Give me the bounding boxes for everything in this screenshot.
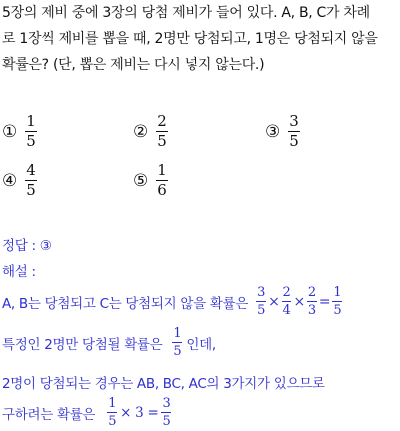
frac-denominator: 5	[108, 414, 117, 429]
solution-line-4-mid: × 3 =	[120, 404, 159, 421]
solution-line-1-frac-2	[282, 286, 292, 317]
frac-numerator: 1	[173, 326, 182, 341]
option-2-denominator: 5	[157, 132, 167, 150]
frac-numerator: 2	[307, 285, 316, 300]
frac-numerator: 3	[162, 396, 171, 411]
solution-line-4	[2, 397, 171, 428]
option-4-marker: ④	[2, 170, 18, 191]
option-3-fraction	[288, 114, 300, 149]
equals-operator: =	[318, 293, 331, 310]
solution-line-1-frac-1	[256, 286, 266, 317]
frac-denominator: 5	[257, 303, 266, 318]
times-operator: ×	[268, 293, 280, 310]
option-2-numerator: 2	[157, 112, 167, 130]
solution-line-2	[2, 327, 216, 358]
option-2-fraction	[156, 114, 168, 149]
option-1-fraction	[25, 114, 37, 149]
option-4-numerator: 4	[26, 161, 36, 179]
option-1-numerator: 1	[26, 112, 36, 130]
option-1-denominator: 5	[26, 132, 36, 150]
solution-line-4-pre: 구하려는 확률은	[2, 406, 96, 423]
solution-line-4-frac	[107, 397, 117, 428]
option-3-denominator: 5	[289, 132, 299, 150]
option-2	[133, 114, 168, 149]
answer-label: 정답 : ③	[2, 238, 52, 254]
solution-line-4-result	[161, 397, 171, 428]
option-5	[133, 163, 168, 198]
option-1-marker: ①	[2, 121, 18, 142]
frac-denominator: 4	[282, 303, 291, 318]
frac-denominator: 3	[307, 303, 316, 318]
option-2-marker: ②	[133, 121, 149, 142]
times-operator: ×	[293, 293, 305, 310]
option-3	[265, 114, 300, 149]
option-4	[2, 163, 37, 198]
solution-line-2-pre: 특정인 2명만 당첨될 확률은	[2, 336, 163, 353]
solution-line-1-frac-3	[307, 286, 317, 317]
question-line-3: 확률은? (단, 뽑은 제비는 다시 넣지 않는다.)	[2, 57, 265, 73]
option-3-numerator: 3	[289, 112, 299, 130]
frac-denominator: 5	[173, 344, 182, 359]
option-5-marker: ⑤	[133, 170, 149, 191]
option-5-numerator: 1	[157, 161, 167, 179]
frac-denominator: 5	[333, 303, 342, 318]
frac-numerator: 1	[108, 396, 117, 411]
question-line-1: 5장의 제비 중에 3장의 당첨 제비가 들어 있다. A, B, C가 차례	[2, 5, 370, 21]
option-5-fraction	[156, 163, 168, 198]
solution-line-3: 2명이 당첨되는 경우는 AB, BC, AC의 3가지가 있으므로	[2, 376, 325, 392]
frac-numerator: 1	[333, 285, 342, 300]
solution-line-1	[2, 286, 342, 317]
solution-line-2-frac	[172, 327, 182, 358]
frac-denominator: 5	[162, 414, 171, 429]
option-5-denominator: 6	[157, 181, 167, 199]
option-4-denominator: 5	[26, 181, 36, 199]
solution-heading: 해설 :	[2, 264, 36, 280]
option-3-marker: ③	[265, 121, 281, 142]
option-4-fraction	[25, 163, 37, 198]
solution-line-2-post: 인데,	[186, 336, 216, 353]
solution-line-1-frac-4	[332, 286, 342, 317]
frac-numerator: 2	[282, 285, 291, 300]
solution-line-1-text: A, B는 당첨되고 C는 당첨되지 않을 확률은	[2, 295, 249, 312]
frac-numerator: 3	[257, 285, 266, 300]
option-1	[2, 114, 37, 149]
question-line-2: 로 1장씩 제비를 뽑을 때, 2명만 당첨되고, 1명은 당첨되지 않을	[2, 31, 378, 47]
